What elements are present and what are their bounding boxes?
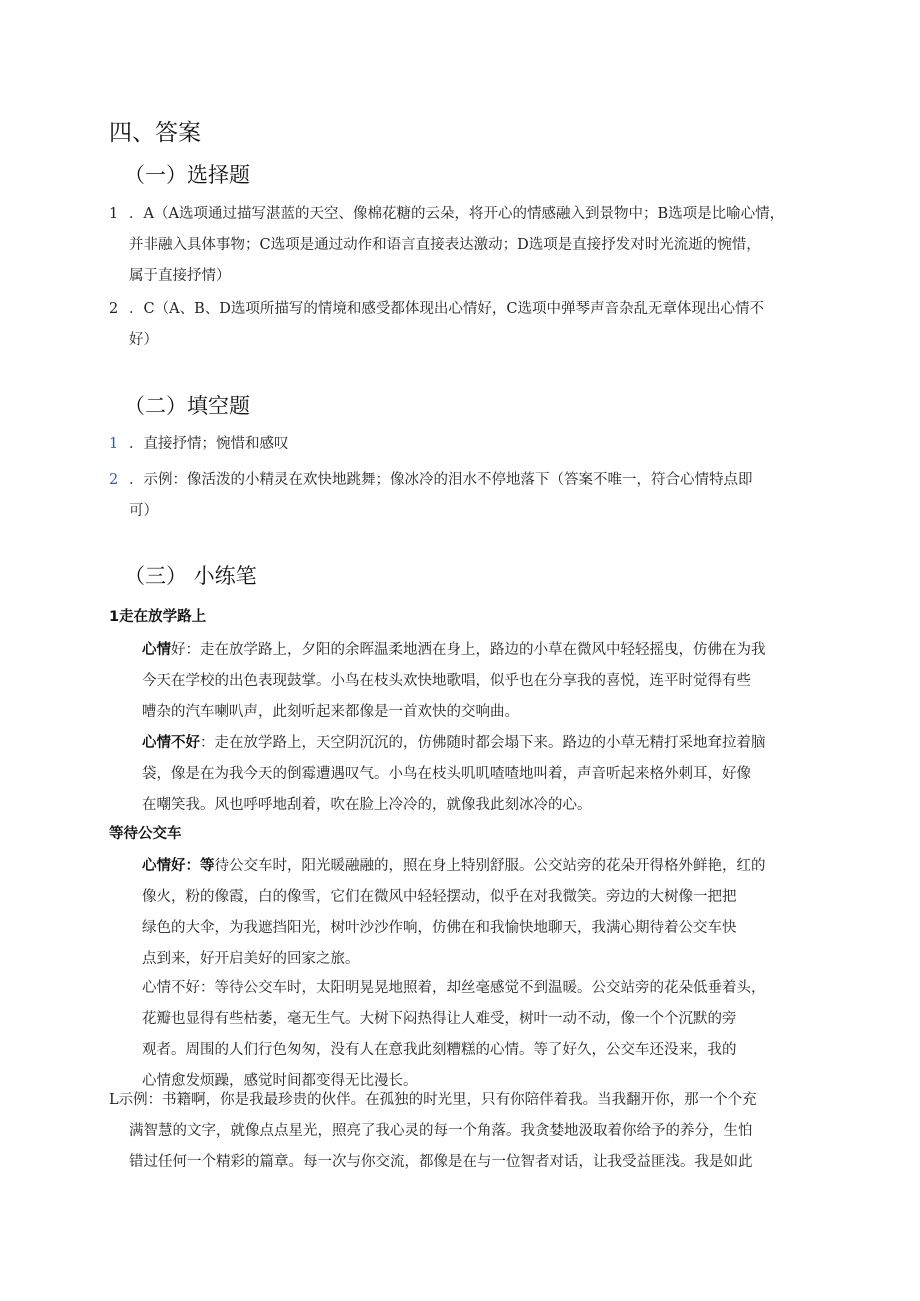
item-line: ．A（A选项通过描写湛蓝的天空、像棉花糖的云朵，将开心的情感融入到景物中；B选项是比喻心情，: [129, 206, 785, 222]
para-line: 绿色的大伞，为我遮挡阳光，树叶沙沙作响，仿佛在和我愉快地聊天，我满心期待着公交车快: [142, 920, 737, 936]
para-line: 嘈杂的汽车喇叭声，此刻听起来都像是一首欢快的交响曲。: [142, 704, 519, 720]
para-line: 满智慧的文字，就像点点星光，照亮了我心灵的每一个角落。我贪婪地汲取着你给予的养分，生怕: [129, 1123, 753, 1139]
item-number: 2: [109, 301, 119, 317]
choice-item-1: [109, 199, 829, 292]
para-line: 错过任何一个精彩的篇章。每一次与你交流，都像是在与一位智者对话，让我受益匪浅。我是如此: [129, 1154, 753, 1170]
topic3-paragraph: [109, 1085, 829, 1178]
para-line: 在嘲笑我。风也呼呼地刮着，吹在脸上冷冷的，就像我此刻冰冷的心。: [142, 797, 592, 813]
item-line: 好）: [129, 332, 158, 348]
para-line: 今天在学校的出色表现鼓掌。小鸟在枝头欢快地歌唱，似乎也在分享我的喜悦，连平时觉得有些: [142, 673, 751, 689]
topic2-bad-paragraph: [142, 973, 832, 1097]
item-line: 可）: [129, 503, 158, 519]
para-text: 待公交车时，阳光暖融融的，照在身上特别舒服。公交站旁的花朵开得格外鲜艳，红的: [214, 858, 766, 874]
topic-title: 走在放学路上: [119, 609, 207, 625]
item-line: 属于直接抒情）: [129, 268, 231, 284]
fill-item-1: [109, 429, 829, 460]
item-line: ．示例：像活泼的小精灵在欢快地跳舞；像冰冷的泪水不停地落下（答案不唯一，符合心情特点即: [129, 472, 753, 488]
topic1-bad-paragraph: [142, 727, 822, 821]
para-line: [142, 727, 822, 759]
topic-number: 1: [109, 609, 120, 625]
fill-heading: （二）填空题: [124, 394, 250, 418]
section-title: 四、答案: [109, 120, 201, 146]
para-line: [142, 634, 822, 666]
item-line: ．直接抒情；惋惜和感叹: [129, 436, 289, 452]
para-line: 观者。周围的人们行色匆匆，没有人在意我此刻糟糕的心情。等了好久，公交车还没来，我的: [142, 1042, 737, 1058]
topic2-title: 等待公交车: [109, 826, 182, 842]
para-line: 花瓣也显得有些枯萎，毫无生气。大树下闷热得让人难受，树叶一动不动，像一个个沉默的旁: [142, 1011, 737, 1027]
item-line: ．C（A、B、D选项所描写的情境和感受都体现出心情好，C选项中弹琴声音杂乱无章体现出心情不: [129, 301, 764, 317]
fill-item-2: [109, 465, 829, 527]
item-number: 2: [109, 472, 119, 488]
mood-label-tail: 好: [171, 642, 186, 658]
para-text: ：走在放学路上，天空阴沉沉的，仿佛随时都会塌下来。路边的小草无精打采地耷拉着脑: [200, 735, 766, 751]
para-line: L示例：书籍啊，你是我最珍贵的伙伴。在孤独的时光里，只有你陪伴着我。当我翻开你，那一个个充: [109, 1092, 757, 1108]
para-line: 心情愈发烦躁，感觉时间都变得无比漫长。: [142, 1073, 418, 1089]
topic2-good-paragraph: [142, 850, 822, 975]
item-number: 1: [109, 436, 119, 452]
para-line: 袋，像是在为我今天的倒霉遭遇叹气。小鸟在枝头叽叽喳喳地叫着，声音听起来格外刺耳，好像: [142, 766, 751, 782]
para-line: [142, 850, 822, 882]
item-line: 并非融入具体事物；C选项是通过动作和语言直接表达激动；D选项是直接抒发对时光流逝的惋惜，: [129, 237, 761, 253]
mood-label: 心情好：等: [142, 857, 215, 874]
topic1-good-paragraph: [142, 634, 822, 728]
para-line: 点到来，好开启美好的回家之旅。: [142, 951, 360, 967]
para-text: ：走在放学路上，夕阳的余晖温柔地洒在身上，路边的小草在微风中轻轻摇曳，仿佛在为我: [185, 642, 766, 658]
mood-label: 心情: [142, 641, 171, 658]
mood-label: 心情不好: [142, 734, 200, 751]
item-number: 1: [109, 206, 119, 222]
para-line: 心情不好：等待公交车时，太阳明晃晃地照着，却丝毫感觉不到温暖。公交站旁的花朵低垂着头，: [142, 980, 766, 996]
choice-heading: （一）选择题: [124, 163, 250, 187]
para-line: 像火，粉的像霞，白的像雪，它们在微风中轻轻摆动，似乎在对我微笑。旁边的大树像一把把: [142, 889, 737, 905]
practice-heading: （三） 小练笔: [124, 564, 257, 588]
choice-item-2: [109, 294, 829, 356]
topic1-title: [109, 605, 206, 626]
